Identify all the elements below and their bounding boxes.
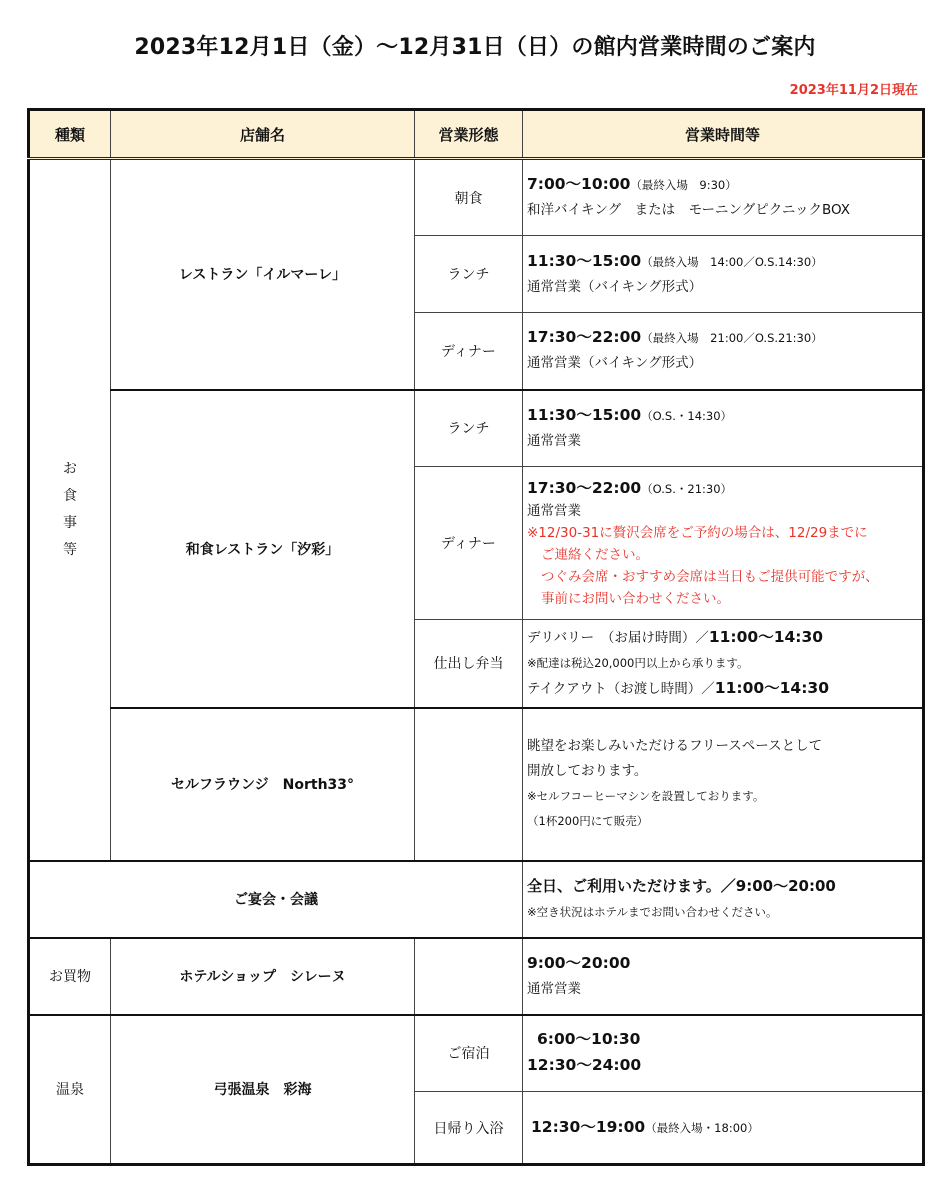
hours-ilmare-lunch: 11:30〜15:00（最終入場 14:00／O.S.14:30） 通常営業（バイキング形式） bbox=[523, 236, 924, 313]
service-lounge-empty bbox=[415, 708, 523, 861]
kind-shopping: お買物 bbox=[29, 938, 111, 1015]
hours-onsen-daytrip: 12:30〜19:00（最終入場・18:00） bbox=[523, 1092, 924, 1165]
page-title: 2023年12月1日（金）〜12月31日（日）の館内営業時間のご案内 bbox=[134, 35, 816, 60]
service-daytrip: 日帰り入浴 bbox=[415, 1092, 523, 1165]
table-row bbox=[29, 159, 924, 236]
service-dinner: ディナー bbox=[415, 467, 523, 620]
header-kind: 種類 bbox=[29, 110, 111, 159]
service-lunch: ランチ bbox=[415, 236, 523, 313]
table-row bbox=[29, 861, 924, 938]
shop-hotelshop: ホテルショップ シレーヌ bbox=[111, 938, 415, 1015]
hours-hotelshop: 9:00〜20:00 通常営業 bbox=[523, 938, 924, 1015]
shop-lounge: セルフラウンジ North33° bbox=[111, 708, 415, 861]
header-type: 営業形態 bbox=[415, 110, 523, 159]
hours-ilmare-breakfast: 7:00〜10:00（最終入場 9:30） 和洋バイキング または モーニングピクニックBOX bbox=[523, 159, 924, 236]
hours-banquet: 全日、ご利用いただけます。／9:00〜20:00 ※空き状況はホテルまでお問い合わせください。 bbox=[523, 861, 924, 938]
hours-ilmare-dinner: 17:30〜22:00（最終入場 21:00／O.S.21:30） 通常営業（バイキング形式） bbox=[523, 313, 924, 390]
hours-shiosai-delivery: デリバリー （お届け時間）／11:00〜14:30 ※配達は税込20,000円以上から承ります。 テイクアウト（お渡し時間）／11:00〜14:30 bbox=[523, 620, 924, 708]
service-dinner: ディナー bbox=[415, 313, 523, 390]
hours-lounge: 眺望をお楽しみいただけるフリースペースとして 開放しております。 ※セルフコーヒーマシンを設置しております。 （1杯200円にて販売） bbox=[523, 708, 924, 861]
header-row bbox=[29, 110, 924, 159]
hours-table bbox=[27, 108, 925, 1166]
hours-onsen-stay: 6:00〜10:30 12:30〜24:00 bbox=[523, 1015, 924, 1092]
hours-shiosai-dinner: 17:30〜22:00（O.S.・21:30） 通常営業 ※12/30-31に贅沢会席をご予約の場合は、12/29までに ご連絡ください。 つぐみ会席・おすすめ会席は当日もご提供可能ですが、 事前にお問い合わせください。 bbox=[523, 467, 924, 620]
kind-food-label: お 食 事 等 bbox=[63, 460, 77, 558]
service-hotelshop-empty bbox=[415, 938, 523, 1015]
shop-onsen: 弓張温泉 彩海 bbox=[111, 1015, 415, 1165]
shop-banquet: ご宴会・会議 bbox=[29, 861, 523, 938]
table-row bbox=[29, 390, 924, 467]
service-breakfast: 朝食 bbox=[415, 159, 523, 236]
hours-shiosai-lunch: 11:30〜15:00（O.S.・14:30） 通常営業 bbox=[523, 390, 924, 467]
service-stay: ご宿泊 bbox=[415, 1015, 523, 1092]
header-shop: 店舗名 bbox=[111, 110, 415, 159]
shop-shiosai: 和食レストラン「汐彩」 bbox=[111, 390, 415, 708]
service-lunch: ランチ bbox=[415, 390, 523, 467]
kind-onsen: 温泉 bbox=[29, 1015, 111, 1165]
table-row bbox=[29, 938, 924, 1015]
kind-food bbox=[29, 159, 111, 861]
header-hours: 営業時間等 bbox=[523, 110, 924, 159]
as-of-date: 2023年11月2日現在 bbox=[789, 83, 918, 98]
table-row bbox=[29, 1015, 924, 1092]
service-delivery: 仕出し弁当 bbox=[415, 620, 523, 708]
table-row bbox=[29, 708, 924, 861]
shop-ilmare: レストラン「イルマーレ」 bbox=[111, 159, 415, 390]
